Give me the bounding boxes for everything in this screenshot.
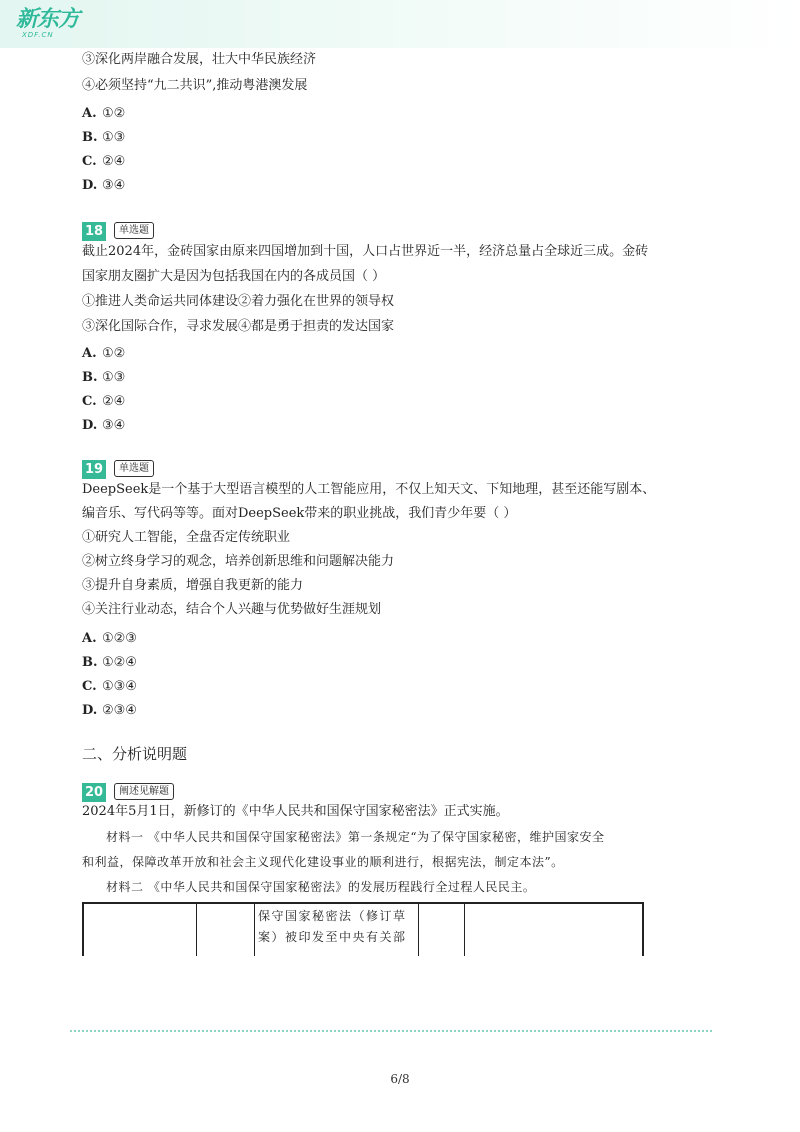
q17-item-3: ③深化两岸融合发展，壮大中华民族经济	[82, 52, 317, 67]
q17-option-a[interactable]	[82, 105, 125, 123]
q19-option-b[interactable]	[82, 654, 137, 672]
table-column-1	[84, 904, 197, 956]
option-text: ①②④	[102, 655, 137, 670]
option-letter: D.	[82, 178, 98, 193]
q20-material-1-line-2: 和利益，保障改革开放和社会主义现代化建设事业的顺利进行，根据宪法，制定本法”。	[82, 855, 564, 869]
section-title: 二、分析说明题	[82, 745, 188, 763]
page-number: 6/8	[390, 1072, 410, 1086]
q19-number-badge: 19	[82, 460, 106, 479]
q19-option-a[interactable]	[82, 630, 137, 648]
q19-item-2: ②树立终身学习的观念，培养创新思维和问题解决能力	[82, 554, 395, 569]
option-letter: B.	[82, 370, 98, 385]
option-letter: A.	[82, 346, 97, 361]
q19-item-4: ④关注行业动态，结合个人兴趣与优势做好生涯规划	[82, 602, 382, 617]
option-text: ①③	[102, 130, 126, 145]
option-letter: C.	[82, 154, 97, 169]
q18-items-line-1: ①推进人类命运共同体建设②着力强化在世界的领导权	[82, 294, 395, 309]
q18-option-d[interactable]	[82, 417, 125, 435]
option-text: ①②③	[102, 631, 137, 646]
option-letter: A.	[82, 106, 97, 121]
q18-option-a[interactable]	[82, 345, 125, 363]
q18-stem-line-1: 截止2024年，金砖国家由原来四国增加到十国，人口占世界近一半，经济总量占全球近三成。金砖	[82, 244, 649, 259]
q20-material-2: 材料二 《中华人民共和国保守国家秘密法》的发展历程践行全过程人民民主。	[106, 880, 536, 894]
q19-item-3: ③提升自身素质，增强自我更新的能力	[82, 578, 304, 593]
q19-stem-line-2: 编音乐、写代码等等。面对DeepSeek带来的职业挑战，我们青少年要（ ）	[82, 506, 517, 521]
option-letter: B.	[82, 130, 98, 145]
q19-item-1: ①研究人工智能，全盘否定传统职业	[82, 530, 291, 545]
option-letter: D.	[82, 703, 98, 718]
option-text: ③④	[102, 418, 126, 433]
option-letter: A.	[82, 631, 97, 646]
q20-number-badge: 20	[82, 783, 106, 802]
q20-material-1-line-1: 材料一 《中华人民共和国保守国家秘密法》第一条规定“为了保守国家秘密，维护国家安全	[106, 830, 605, 844]
table-column-4	[418, 904, 465, 956]
q20-stem: 2024年5月1日，新修订的《中华人民共和国保守国家秘密法》正式实施。	[82, 804, 509, 819]
q18-option-b[interactable]	[82, 369, 125, 387]
q17-option-d[interactable]	[82, 177, 125, 195]
footer-divider	[70, 1030, 712, 1032]
q19-type-tag: 单选题	[114, 460, 154, 477]
q18-number-badge: 18	[82, 222, 106, 241]
option-text: ②④	[102, 154, 126, 169]
q17-option-c[interactable]	[82, 153, 125, 171]
option-letter: D.	[82, 418, 98, 433]
option-text: ②③④	[102, 703, 137, 718]
option-text: ②④	[102, 394, 126, 409]
option-letter: C.	[82, 679, 97, 694]
xdf-logo-subtext: XDF.CN	[22, 31, 54, 39]
q18-items-line-2: ③深化国际合作，寻求发展④都是勇于担责的发达国家	[82, 319, 395, 334]
q18-stem-line-2: 国家朋友圈扩大是因为包括我国在内的各成员国（ ）	[82, 269, 386, 284]
option-text: ①②	[102, 346, 126, 361]
q17-item-4: ④必须坚持“九二共识”,推动粤港澳发展	[82, 78, 308, 93]
history-table	[82, 902, 644, 956]
option-text: ①③④	[102, 679, 137, 694]
q19-option-c[interactable]	[82, 678, 137, 696]
q18-option-c[interactable]	[82, 393, 125, 411]
q18-type-tag: 单选题	[114, 222, 154, 239]
table-column-2	[196, 904, 255, 956]
table-cell-text: 保守国家秘密法（修订草案）被印发至中央有关部	[258, 909, 407, 944]
option-text: ③④	[102, 178, 126, 193]
page-header-band	[0, 0, 800, 48]
option-text: ①③	[102, 370, 126, 385]
xdf-logo: 新东方	[16, 7, 80, 32]
option-letter: C.	[82, 394, 97, 409]
option-text: ①②	[102, 106, 126, 121]
q17-option-b[interactable]	[82, 129, 125, 147]
option-letter: B.	[82, 655, 98, 670]
q20-type-tag: 阐述见解题	[114, 783, 174, 800]
q19-stem-line-1: DeepSeek是一个基于大型语言模型的人工智能应用，不仅上知天文、下知地理，甚至还能写剧本、	[82, 482, 656, 497]
q19-option-d[interactable]	[82, 702, 137, 720]
